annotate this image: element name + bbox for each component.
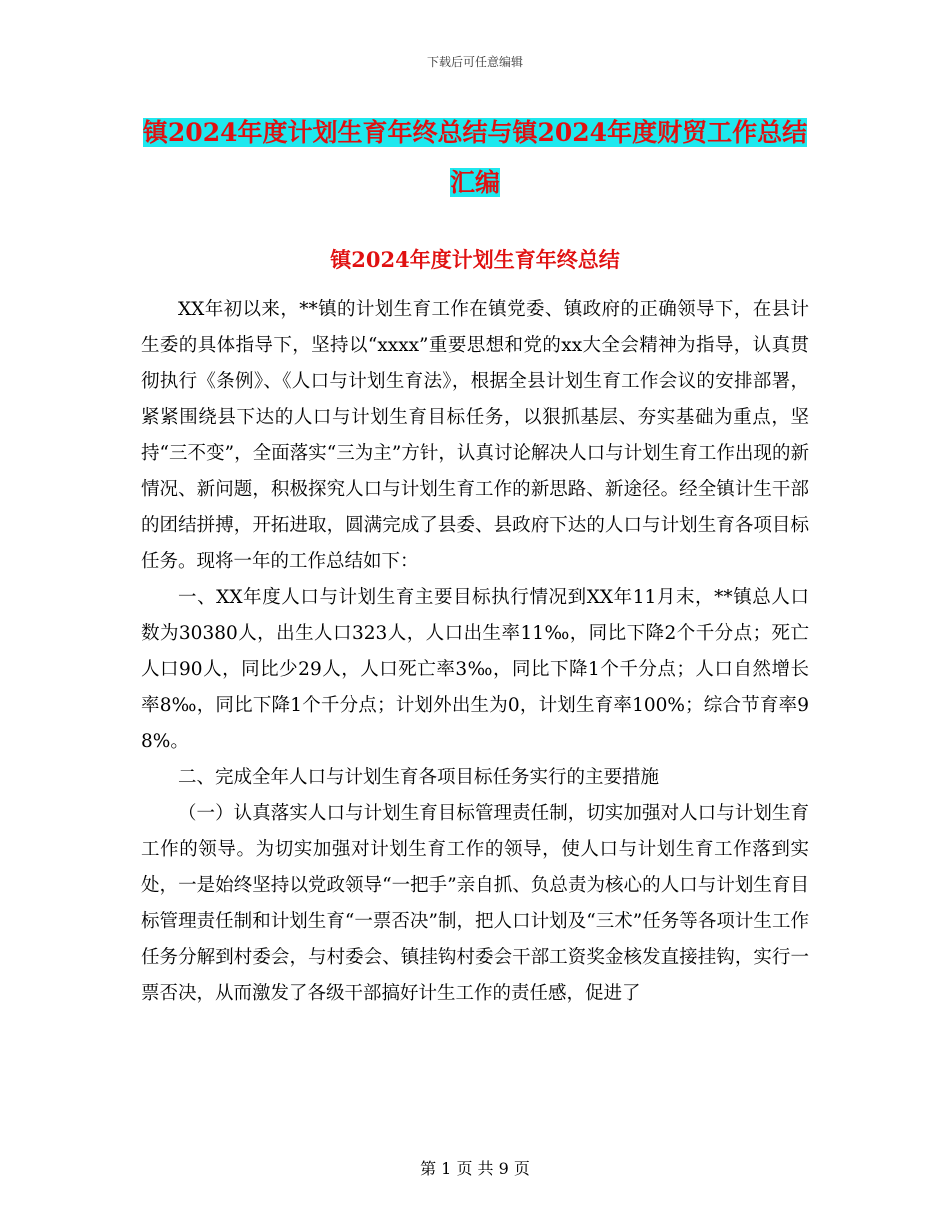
header-note: 下载后可任意编辑 [426, 55, 523, 69]
body-text [141, 292, 809, 1012]
document-title [140, 108, 810, 208]
paragraph-measure-one: （一）认真落实人口与计划生育目标管理责任制，切实加强对人口与计划生育工作的领导。为切实加强对计划生育工作的领导，使人口与计划生育工作落到实处，一是始终坚持以党政领导“一把手”亲自抓、负总责为核心的人口与计划生育目标管理责任制和计划生育“一票否决”制，把人口计划及“三术”任务等各项计生工作任务分解到村委会，与村委会、镇挂钩村委会干部工资奖金核发直接挂钩，实行一票否决，从而激发了各级干部搞好计生工作的责任感，促进了 [141, 803, 809, 1004]
paragraph-measures-heading: 二、完成全年人口与计划生育各项目标任务实行的主要措施 [178, 767, 660, 788]
paragraph-targets: 一、XX年度人口与计划生育主要目标执行情况到XX年11月末，**镇总人口数为30380人，出生人口323人，人口出生率11‰，同比下降2个千分点；死亡人口90人，同比少29人，人口死亡率3‰，同比下降1个千分点；人口自然增长率8‰，同比下降1个千分点；计划外出生为0，计划生育率100%；综合节育率98%。 [141, 587, 809, 752]
section-title: 镇2024年度计划生育年终总结 [330, 247, 620, 272]
paragraph-intro: XX年初以来，**镇的计划生育工作在镇党委、镇政府的正确领导下，在县计生委的具体指导下，坚持以“xxxx”重要思想和党的xx大全会精神为指导，认真贯彻执行《条例》、《人口与计划生育法》，根据全县计划生育工作会议的安排部署，紧紧围绕县下达的人口与计划生育目标任务，以狠抓基层、夯实基础为重点，坚持“三不变”，全面落实“三为主”方针，认真讨论解决人口与计划生育工作出现的新情况、新问题，积极探究人口与计划生育工作的新思路、新途径。经全镇计生干部的团结拼搏，开拓进取，圆满完成了县委、县政府下达的人口与计划生育各项目标任务。现将一年的工作总结如下： [141, 299, 809, 572]
document-title-text: 镇2024年度计划生育年终总结与镇2024年度财贸工作总结汇编 [142, 118, 808, 197]
page-footer: 第 1 页 共 9 页 [420, 1159, 530, 1178]
